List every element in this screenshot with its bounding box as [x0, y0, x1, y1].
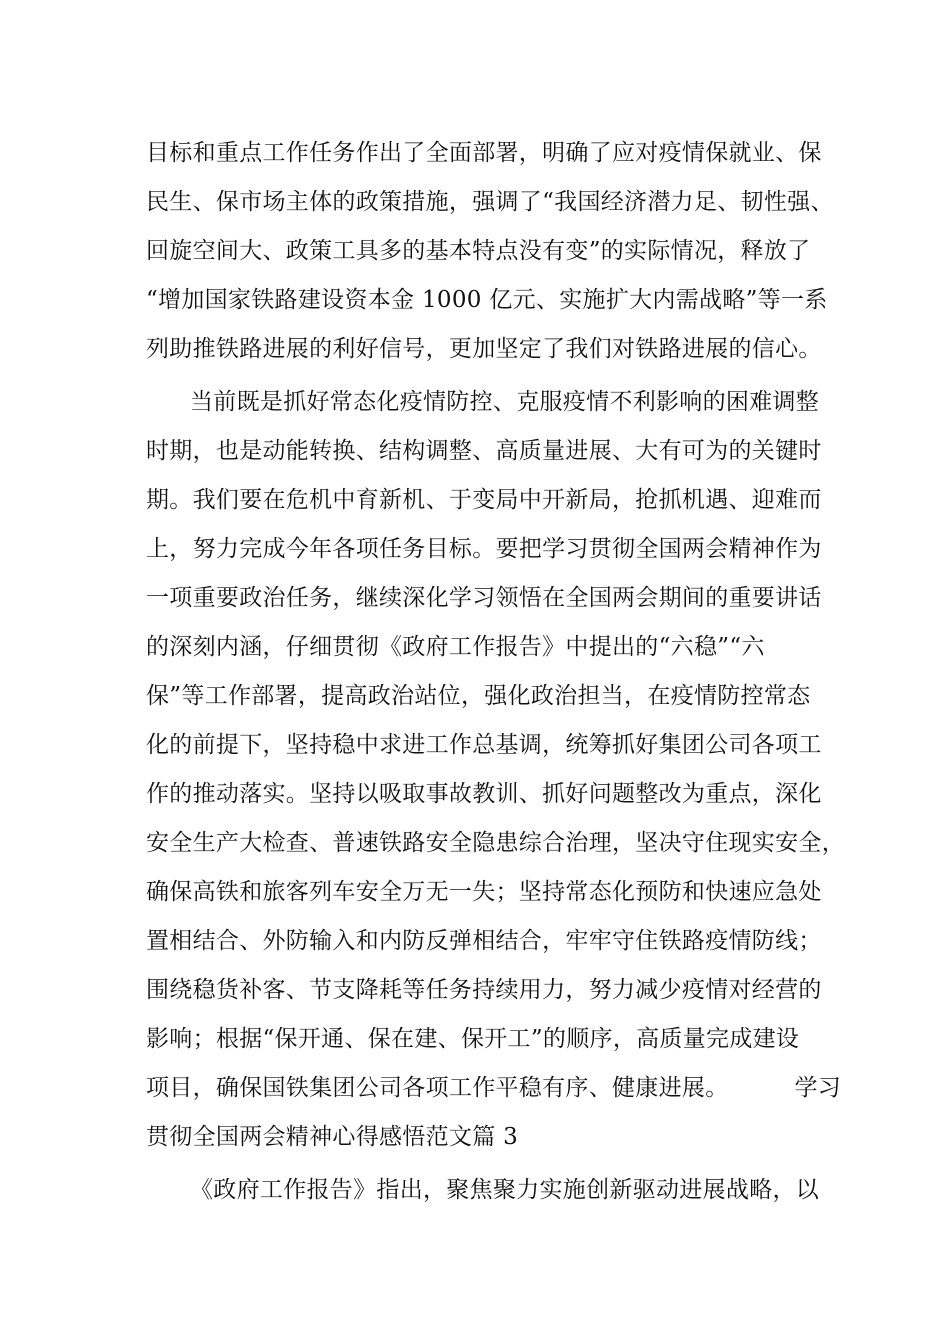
paragraph-first-line: 《政府工作报告》指出，聚焦聚力实施创新驱动进展战略，以 — [190, 1177, 820, 1203]
section-heading: 贯彻全国两会精神心得感悟范文篇 3 — [146, 1124, 519, 1150]
text-line: 置相结合、外防输入和内防反弹相结合，牢牢守住铁路疫情防线； — [146, 928, 822, 954]
text-line: 围绕稳货补客、节支降耗等任务持续用力，努力减少疫情对经营的 — [146, 977, 822, 1003]
text-line: 作的推动落实。坚持以吸取事故教训、抓好问题整改为重点，深化 — [146, 781, 822, 807]
paragraph-first-line: 当前既是抓好常态化疫情防控、克服疫情不利影响的困难调整 — [190, 389, 820, 415]
text-line: 的深刻内涵，仔细贯彻《政府工作报告》中提出的“六稳”“六 — [146, 634, 765, 660]
text-line: 民生、保市场主体的政策措施，强调了“我国经济潜力足、韧性强、 — [146, 189, 834, 215]
text-line: 上，努力完成今年各项任务目标。要把学习贯彻全国两会精神作为 — [146, 536, 822, 562]
text-line: 确保高铁和旅客列车安全万无一失；坚持常态化预防和快速应急处 — [146, 879, 822, 905]
text-line: “增加国家铁路建设资本金 1000 亿元、实施扩大内需战略”等一系 — [146, 287, 828, 313]
text-line: 期。我们要在危机中育新机、于变局中开新局，抢抓机遇、迎难而 — [146, 487, 822, 513]
text-line: 列助推铁路进展的利好信号，更加坚定了我们对铁路进展的信心。 — [146, 336, 822, 362]
text-line: 化的前提下，坚持稳中求进工作总基调，统筹抓好集团公司各项工 — [146, 732, 822, 758]
text-line: 安全生产大检查、普速铁路安全隐患综合治理，坚决守住现实安全， — [146, 830, 845, 856]
text-line: 影响；根据“保开通、保在建、保开工”的顺序，高质量完成建设 — [146, 1026, 800, 1052]
section-heading-start: 学习 — [794, 1075, 842, 1101]
text-line: 时期，也是动能转换、结构调整、高质量进展、大有可为的关键时 — [146, 438, 822, 464]
text-line: 目标和重点工作任务作出了全面部署，明确了应对疫情保就业、保 — [146, 140, 822, 166]
text-line: 保”等工作部署，提高政治站位，强化政治担当，在疫情防控常态 — [146, 683, 811, 709]
paragraph-ending: 项目，确保国铁集团公司各项工作平稳有序、健康进展。 — [146, 1075, 729, 1101]
text-line-with-heading-start — [146, 1073, 841, 1103]
text-line: 一项重要政治任务，继续深化学习领悟在全国两会期间的重要讲话 — [146, 585, 822, 611]
text-line: 回旋空间大、政策工具多的基本特点没有变”的实际情况，释放了 — [146, 238, 811, 264]
